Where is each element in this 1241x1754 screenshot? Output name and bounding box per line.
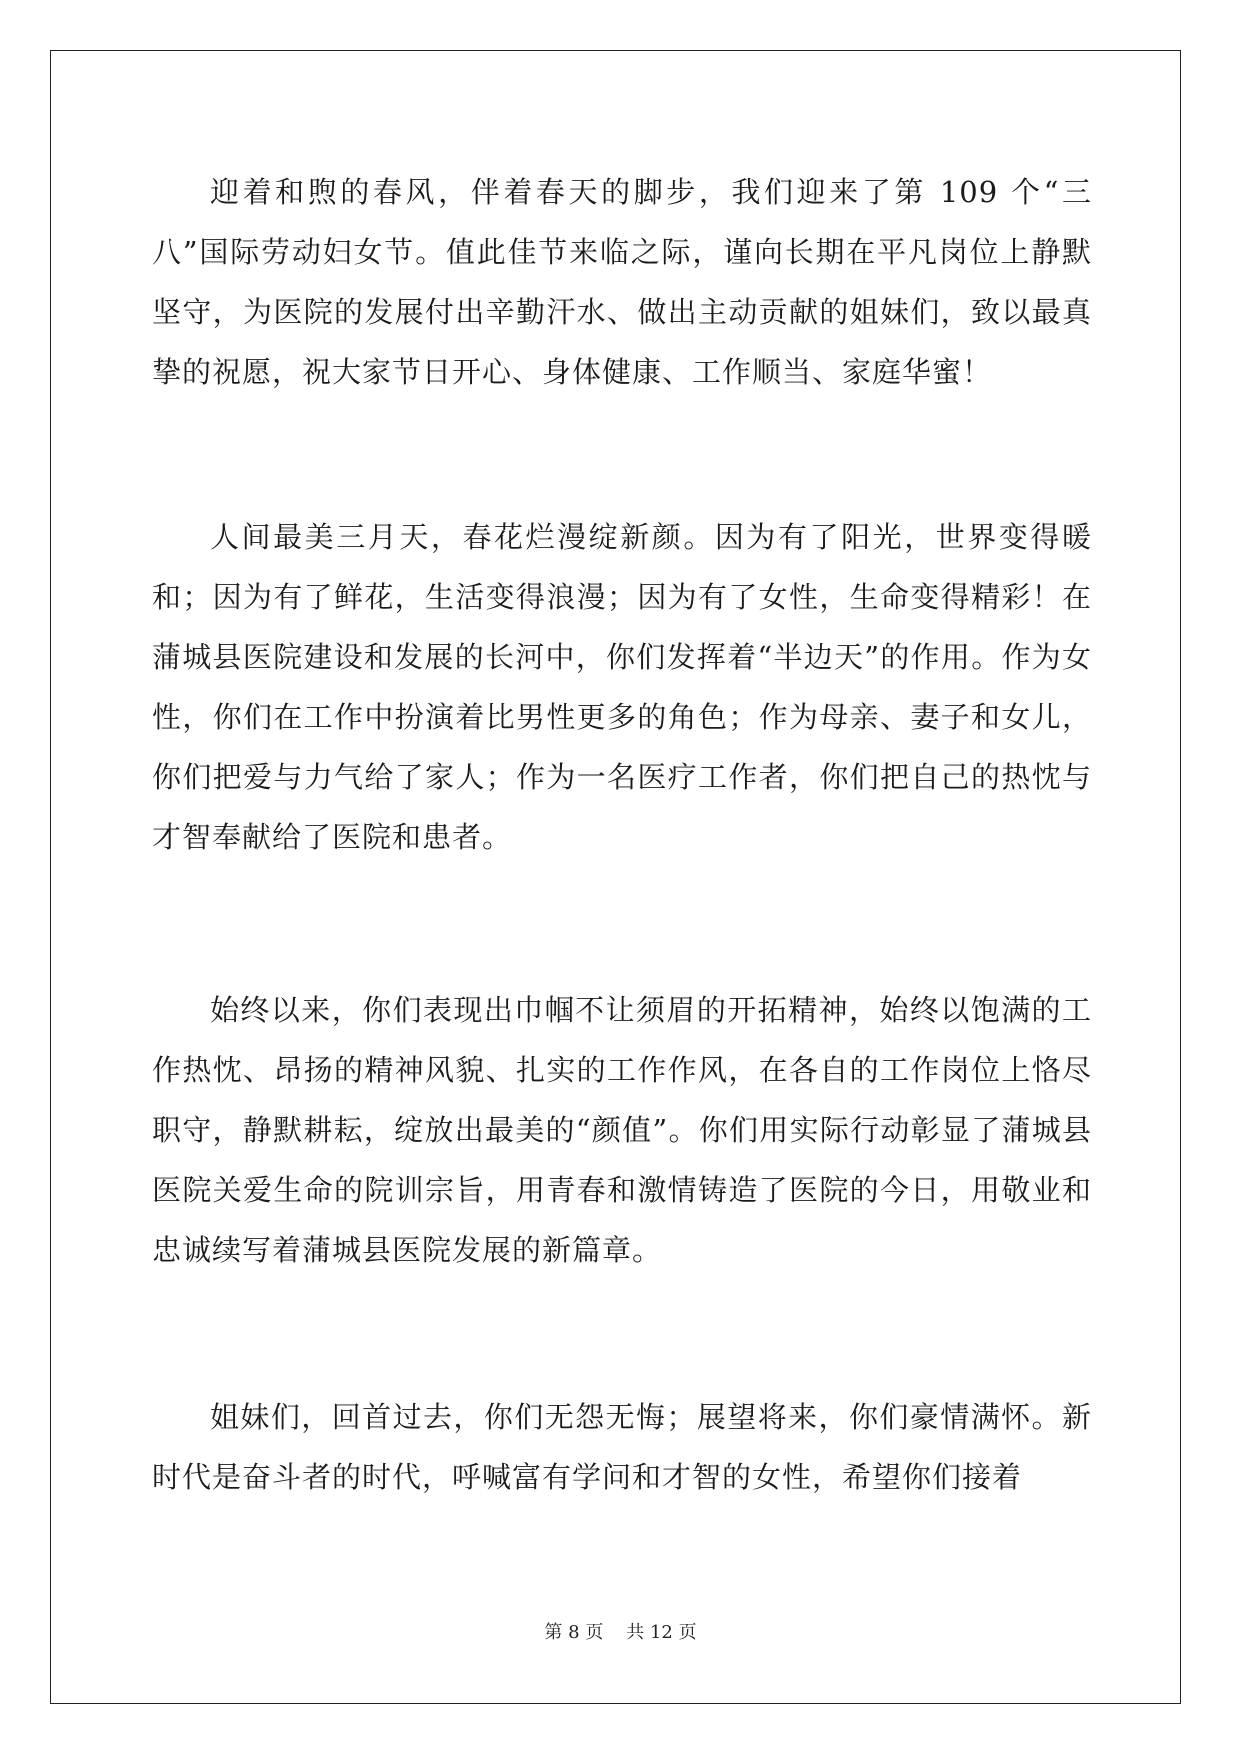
- page-number: 第 8 页: [544, 1622, 604, 1643]
- page-total: 共 12 页: [626, 1622, 697, 1643]
- paragraph-2: 人间最美三月天，春花烂漫绽新颜。因为有了阳光，世界变得暖和；因为有了鲜花，生活变得浪漫；因为有了女性，生命变得精彩！在蒲城县医院建设和发展的长河中，你们发挥着“半边天”的作用。作为女性，你们在工作中扮演着比男性更多的角色；作为母亲、妻子和女儿，你们把爱与力气给了家人；作为一名医疗工作者，你们把自己的热忱与才智奉献给了医院和患者。: [152, 520, 1092, 854]
- paragraph-4: 姐妹们，回首过去，你们无怨无悔；展望将来，你们豪情满怀。新时代是奋斗者的时代，呼喊富有学问和才智的女性，希望你们接着: [152, 1400, 1092, 1494]
- page-footer: [0, 1618, 1241, 1644]
- paragraph-1: 迎着和煦的春风，伴着春天的脚步，我们迎来了第 109 个“三八”国际劳动妇女节。值此佳节来临之际，谨向长期在平凡岗位上静默坚守，为医院的发展付出辛勤汗水、做出主动贡献的姐妹们，致以最真挚的祝愿，祝大家节日开心、身体健康、工作顺当、家庭华蜜！: [152, 175, 1092, 389]
- paragraph-3: 始终以来，你们表现出巾帼不让须眉的开拓精神，始终以饱满的工作热忱、昂扬的精神风貌、扎实的工作作风，在各自的工作岗位上恪尽职守，静默耕耘，绽放出最美的“颜值”。你们用实际行动彰显了蒲城县医院关爱生命的院训宗旨，用青春和激情铸造了医院的今日，用敬业和忠诚续写着蒲城县医院发展的新篇章。: [152, 993, 1092, 1267]
